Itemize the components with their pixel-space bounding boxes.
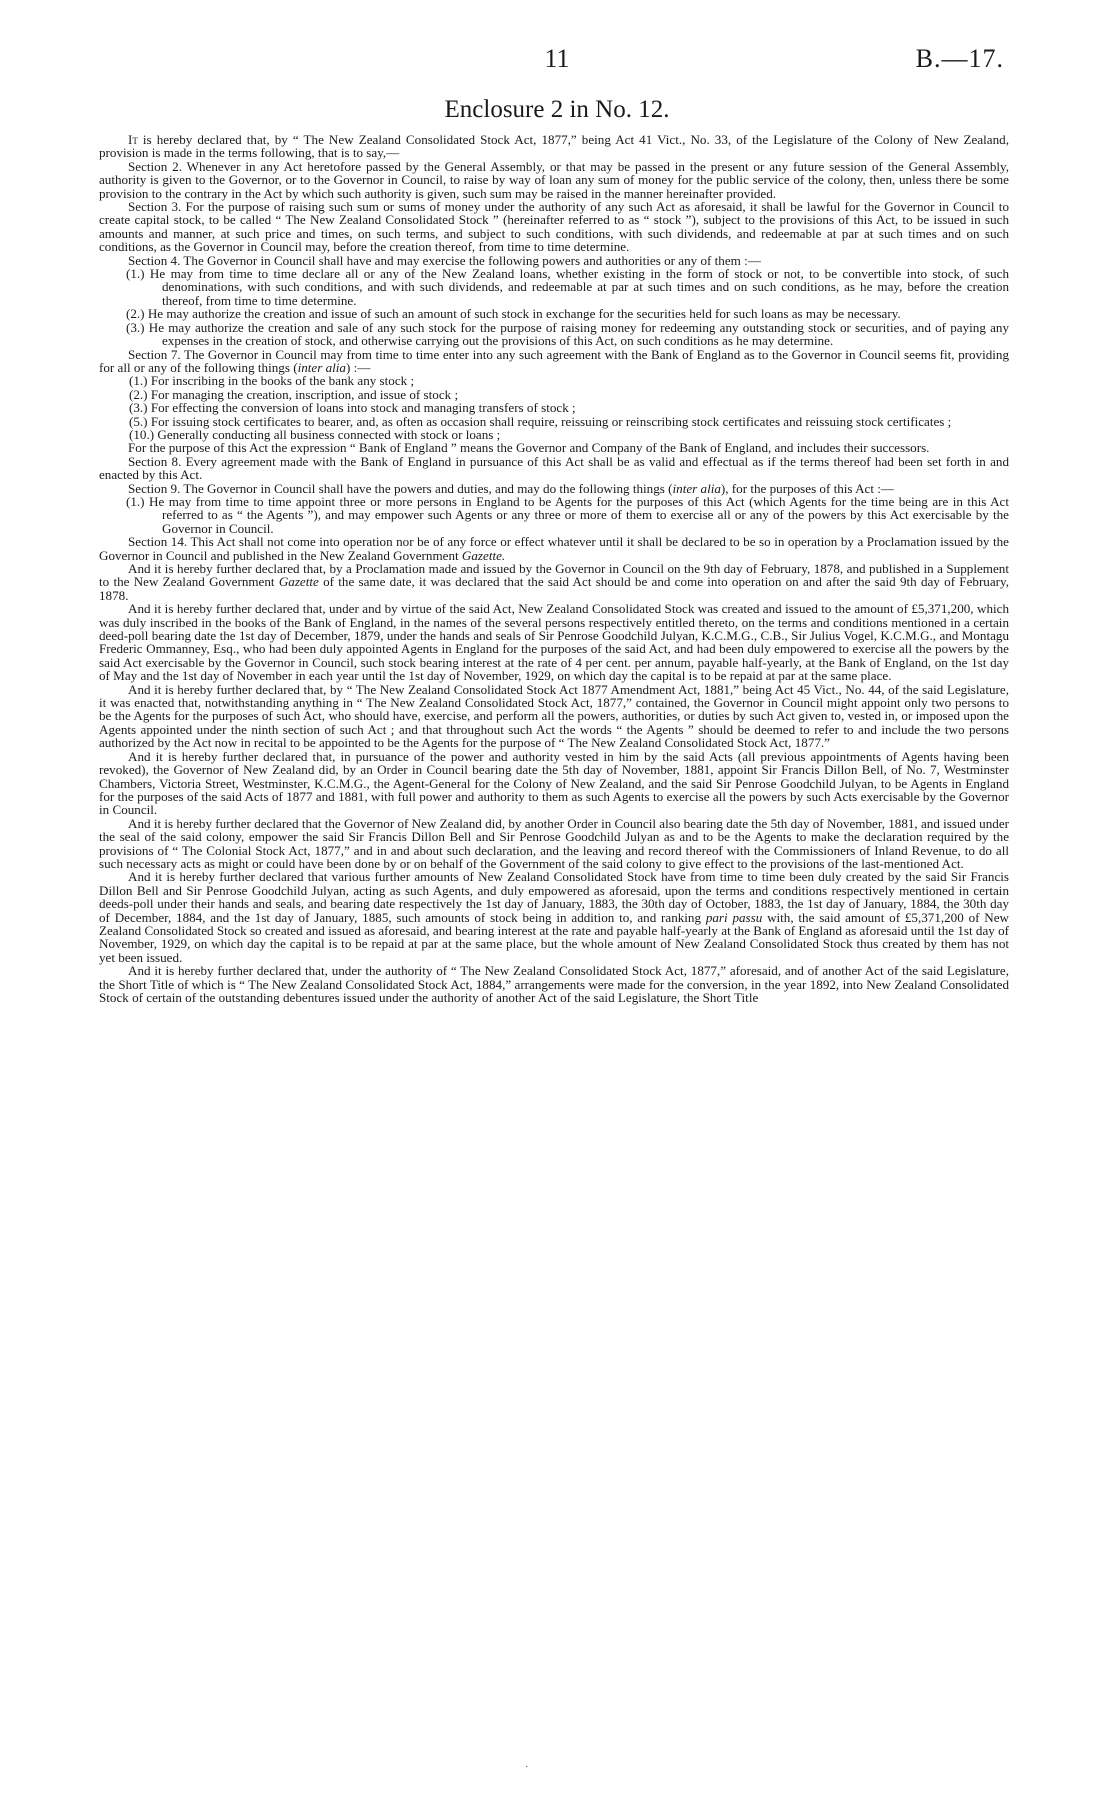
conversion-paragraph: And it is hereby further declared that, under the authority of “ The New Zealand Consolidated Stock Act, 1877,” aforesaid, and of another Act of the said Legislature, the Short Title of which is “ The New Zealand Consolidated Stock Act, 1884,” arrangements were made for the conversion, in the year 1892, into New Zealand Consolidated Stock of certain of the outstanding debentures issued under the authority of another Act of the said Legislature, the Short Title xyxy=(99,963,1009,1005)
print-mark: · xyxy=(525,1762,529,1773)
section-4-item-2: (2.) He may authorize the creation and issue of such an amount of such stock in exchange for the securities held for such loans as may be necessary. xyxy=(126,306,901,322)
section-2-paragraph: Section 2. Whenever in any Act heretofore passed by the General Assembly, or that may be passed in the present or any future session of the General Assembly, authority is given to the Governor, or to the Governor in Council, to raise by way of loan any sum of money for the public service of the colony, then, unless there be some provision to the contrary in the Act by which such authority is given, such sum may be raised in the manner hereinafter provided. xyxy=(99,158,1009,201)
section-9-item-1: (1.) He may from time to time appoint three or more persons in England to be Agents for the purposes of this Act (which Agents for the time being are in this Act referred to as “ the Agents ”), and may empower such Agents or any three or more of them to exercise all or any of the powers by this Act exercisable by the Governor in Council. xyxy=(126,493,1009,536)
agents-appointment-paragraph: And it is hereby further declared that, in pursuance of the power and authority vested in him by the said Acts (all previous appointments of Agents having been revoked), the Governor of New Zealand did, by an Order in Council bearing date the 5th day of November, 1881, appoint Sir Francis Dillon Bell, of No. 7, Westminster Chambers, Victoria Street, Westminster, K.C.M.G., the Agent-General for the Colony of New Zealand, and the said Sir Penrose Goodchild Julyan, to be Agents in England for the purposes of the said Acts of 1877 and 1881, with full power and authority to them as such Agents to exercise all the powers by such Acts exercisable by the Governor in Council. xyxy=(99,748,1009,818)
section-4-paragraph: Section 4. The Governor in Council shall have and may exercise the following powers and authorities or any of them :— xyxy=(128,252,761,268)
amendment-act-paragraph: And it is hereby further declared that, by “ The New Zealand Consolidated Stock Act 1877 Amendment Act, 1881,” being Act 45 Vict., No. 44, of the said Legislature, it was enacted that, notwithstanding anything in “ The New Zealand Consolidated Stock Act, 1877,” contained, the Governor in Council might appoint only two persons to be the Agents for the purposes of such Act, who should have, exercise, and perform all the powers, authorities, or duties by such Act given to, vested in, or imposed upon the Agents appointed under the ninth section of such Act ; and that throughout such Act the words “ the Agents ” should be deemed to refer to and include the two persons authorized by the Act now in recital to be appointed to be the Agents for the purpose of “ The New Zealand Consolidated Stock Act, 1877.” xyxy=(99,681,1009,751)
section-4-item-3: (3.) He may authorize the creation and sale of any such stock for the purpose of raising money for redeeming any outstanding stock or securities, and of paying any expenses in the creation of stock, and otherwise carrying out the provisions of this Act, on such conditions as he may determine. xyxy=(126,319,1009,349)
enclosure-title: Enclosure 2 in No. 12. xyxy=(444,96,670,123)
page-number: 11 xyxy=(544,44,570,73)
document-reference: B.—17. xyxy=(915,44,1004,73)
stock-created-paragraph: And it is hereby further declared that, under and by virtue of the said Act, New Zealand Consolidated Stock was created and issued to the amount of £5,371,200, which was duly inscribed in the books of the Bank of England, in the names of the several persons respectively entitled thereto, on the terms and conditions mentioned in a certain deed-poll bearing date the 1st day of December, 1879, under the hands and seals of Sir Penrose Goodchild Julyan, K.C.M.G., C.B., Sir Julius Vogel, K.C.M.G., and Montagu Frederic Ommanney, Esq., who had been duly appointed Agents in England for the purposes of the said Act, and had been duly empowered to exercise all the powers by the said Act exercisable by the Governor in Council, such stock bearing interest at the rate of 4 per cent. per annum, payable half-yearly, at the Bank of England, on the 1st day of May and the 1st day of November in each year until the 1st day of November, 1929, on which day the capital is to be repaid at par at the same place. xyxy=(99,601,1009,684)
section-3-paragraph: Section 3. For the purpose of raising such sum or sums of money under the authority of any such Act as aforesaid, it shall be lawful for the Governor in Council to create capital stock, to be called “ The New Zealand Consolidated Stock ” (hereinafter referred to as “ stock ”), subject to the provisions of this Act, to be issued in such amounts and manner, at such price and times, on such terms, and subject to such conditions, with such dividends, and redeemable at par at such times and on such conditions, as the Governor in Council may, before the creation thereof, from time to time determine. xyxy=(99,199,1009,255)
section-7-item-3: (3.) For effecting the conversion of loans into stock and managing transfers of stock ; xyxy=(129,400,576,416)
section-7-paragraph: Section 7. The Governor in Council may from time to time enter into any such agreement with the Bank of England as to the Governor in Council seems fit, providing for all or any of the following things (inter alia) :— xyxy=(99,346,1009,375)
further-amounts-paragraph: And it is hereby further declared that various further amounts of New Zealand Consolidated Stock have from time to time been duly created by the said Sir Francis Dillon Bell and Sir Penrose Goodchild Julyan, acting as such Agents, and duly empowered as aforesaid, upon the terms and conditions respectively mentioned in certain deeds-poll under their hands and seals, and bearing date respectively the 1st day of January, 1883, the 30th day of October, 1883, the 1st day of January, 1884, the 30th day of December, 1884, and the 1st day of January, 1885, such amounts of stock being in addition to, and ranking pari passu with, the said amount of £5,371,200 of New Zealand Consolidated Stock so created and issued as aforesaid, and bearing interest at the rate and payable half-yearly at the Bank of England as aforesaid until the 1st day of November, 1929, on which day the capital is to be repaid at par at the same place, but the whole amount of New Zealand Consolidated Stock thus created by them has not yet been issued. xyxy=(99,869,1009,965)
section-7-item-1: (1.) For inscribing in the books of the bank any stock ; xyxy=(129,373,415,389)
colonial-stock-act-paragraph: And it is hereby further declared that the Governor of New Zealand did, by another Order in Council also bearing date the 5th day of November, 1881, and issued under the seal of the said colony, empower the said Sir Francis Dillon Bell and Sir Penrose Goodchild Julyan as and to be the Agents to make the declaration required by the provisions of “ The Colonial Stock Act, 1877,” and in and about such declaration, and the leaving and record thereof with the Commissioners of Inland Revenue, to do all such necessary acts as might or could have been done by or on behalf of the Government of the said colony to give effect to the provisions of the last-mentioned Act. xyxy=(99,815,1009,871)
section-14-paragraph: Section 14. This Act shall not come into operation nor be of any force or effect whatever until it shall be declared to be so in operation by a Proclamation issued by the Governor in Council and published in the New Zealand Government Gazette. xyxy=(99,534,1009,563)
document-body xyxy=(99,133,1009,1004)
bank-of-england-definition: For the purpose of this Act the expression “ Bank of England ” means the Governor and Company of the Bank of England, and includes their successors. xyxy=(128,440,930,456)
section-7-item-10: (10.) Generally conducting all business connected with stock or loans ; xyxy=(129,426,501,442)
section-4-item-1: (1.) He may from time to time declare all or any of the New Zealand loans, whether existing in the form of stock or not, to be convertible into stock, of such denominations, with such conditions, and with such dividends, and redeemable at par at such times and on such conditions, as he may, before the creation thereof, from time to time determine. xyxy=(126,266,1009,308)
section-7-item-2: (2.) For managing the creation, inscription, and issue of stock ; xyxy=(129,386,459,402)
section-9-paragraph: Section 9. The Governor in Council shall have the powers and duties, and may do the following things (inter alia), for the purposes of this Act :— xyxy=(128,480,894,496)
proclamation-paragraph: And it is hereby further declared that, by a Proclamation made and issued by the Governor in Council on the 9th day of February, 1878, and published in a Supplement to the New Zealand Government Gazette of the same date, it was declared that the said Act should be and come into operation on and after the said 9th day of February, 1878. xyxy=(99,561,1010,603)
section-8-paragraph: Section 8. Every agreement made with the Bank of England in pursuance of this Act shall be as valid and effectual as if the terms thereof had been set forth in and enacted by this Act. xyxy=(99,453,1009,483)
intro-paragraph: It is hereby declared that, by “ The New Zealand Consolidated Stock Act, 1877,” being Act 41 Vict., No. 33, of the Legislature of the Colony of New Zealand, provision is made in the terms following, that is to say,— xyxy=(99,132,1009,161)
section-7-item-5: (5.) For issuing stock certificates to bearer, and, as often as occasion shall require, reissuing or reinscribing stock certificates and reissuing stock certificates ; xyxy=(129,413,952,429)
